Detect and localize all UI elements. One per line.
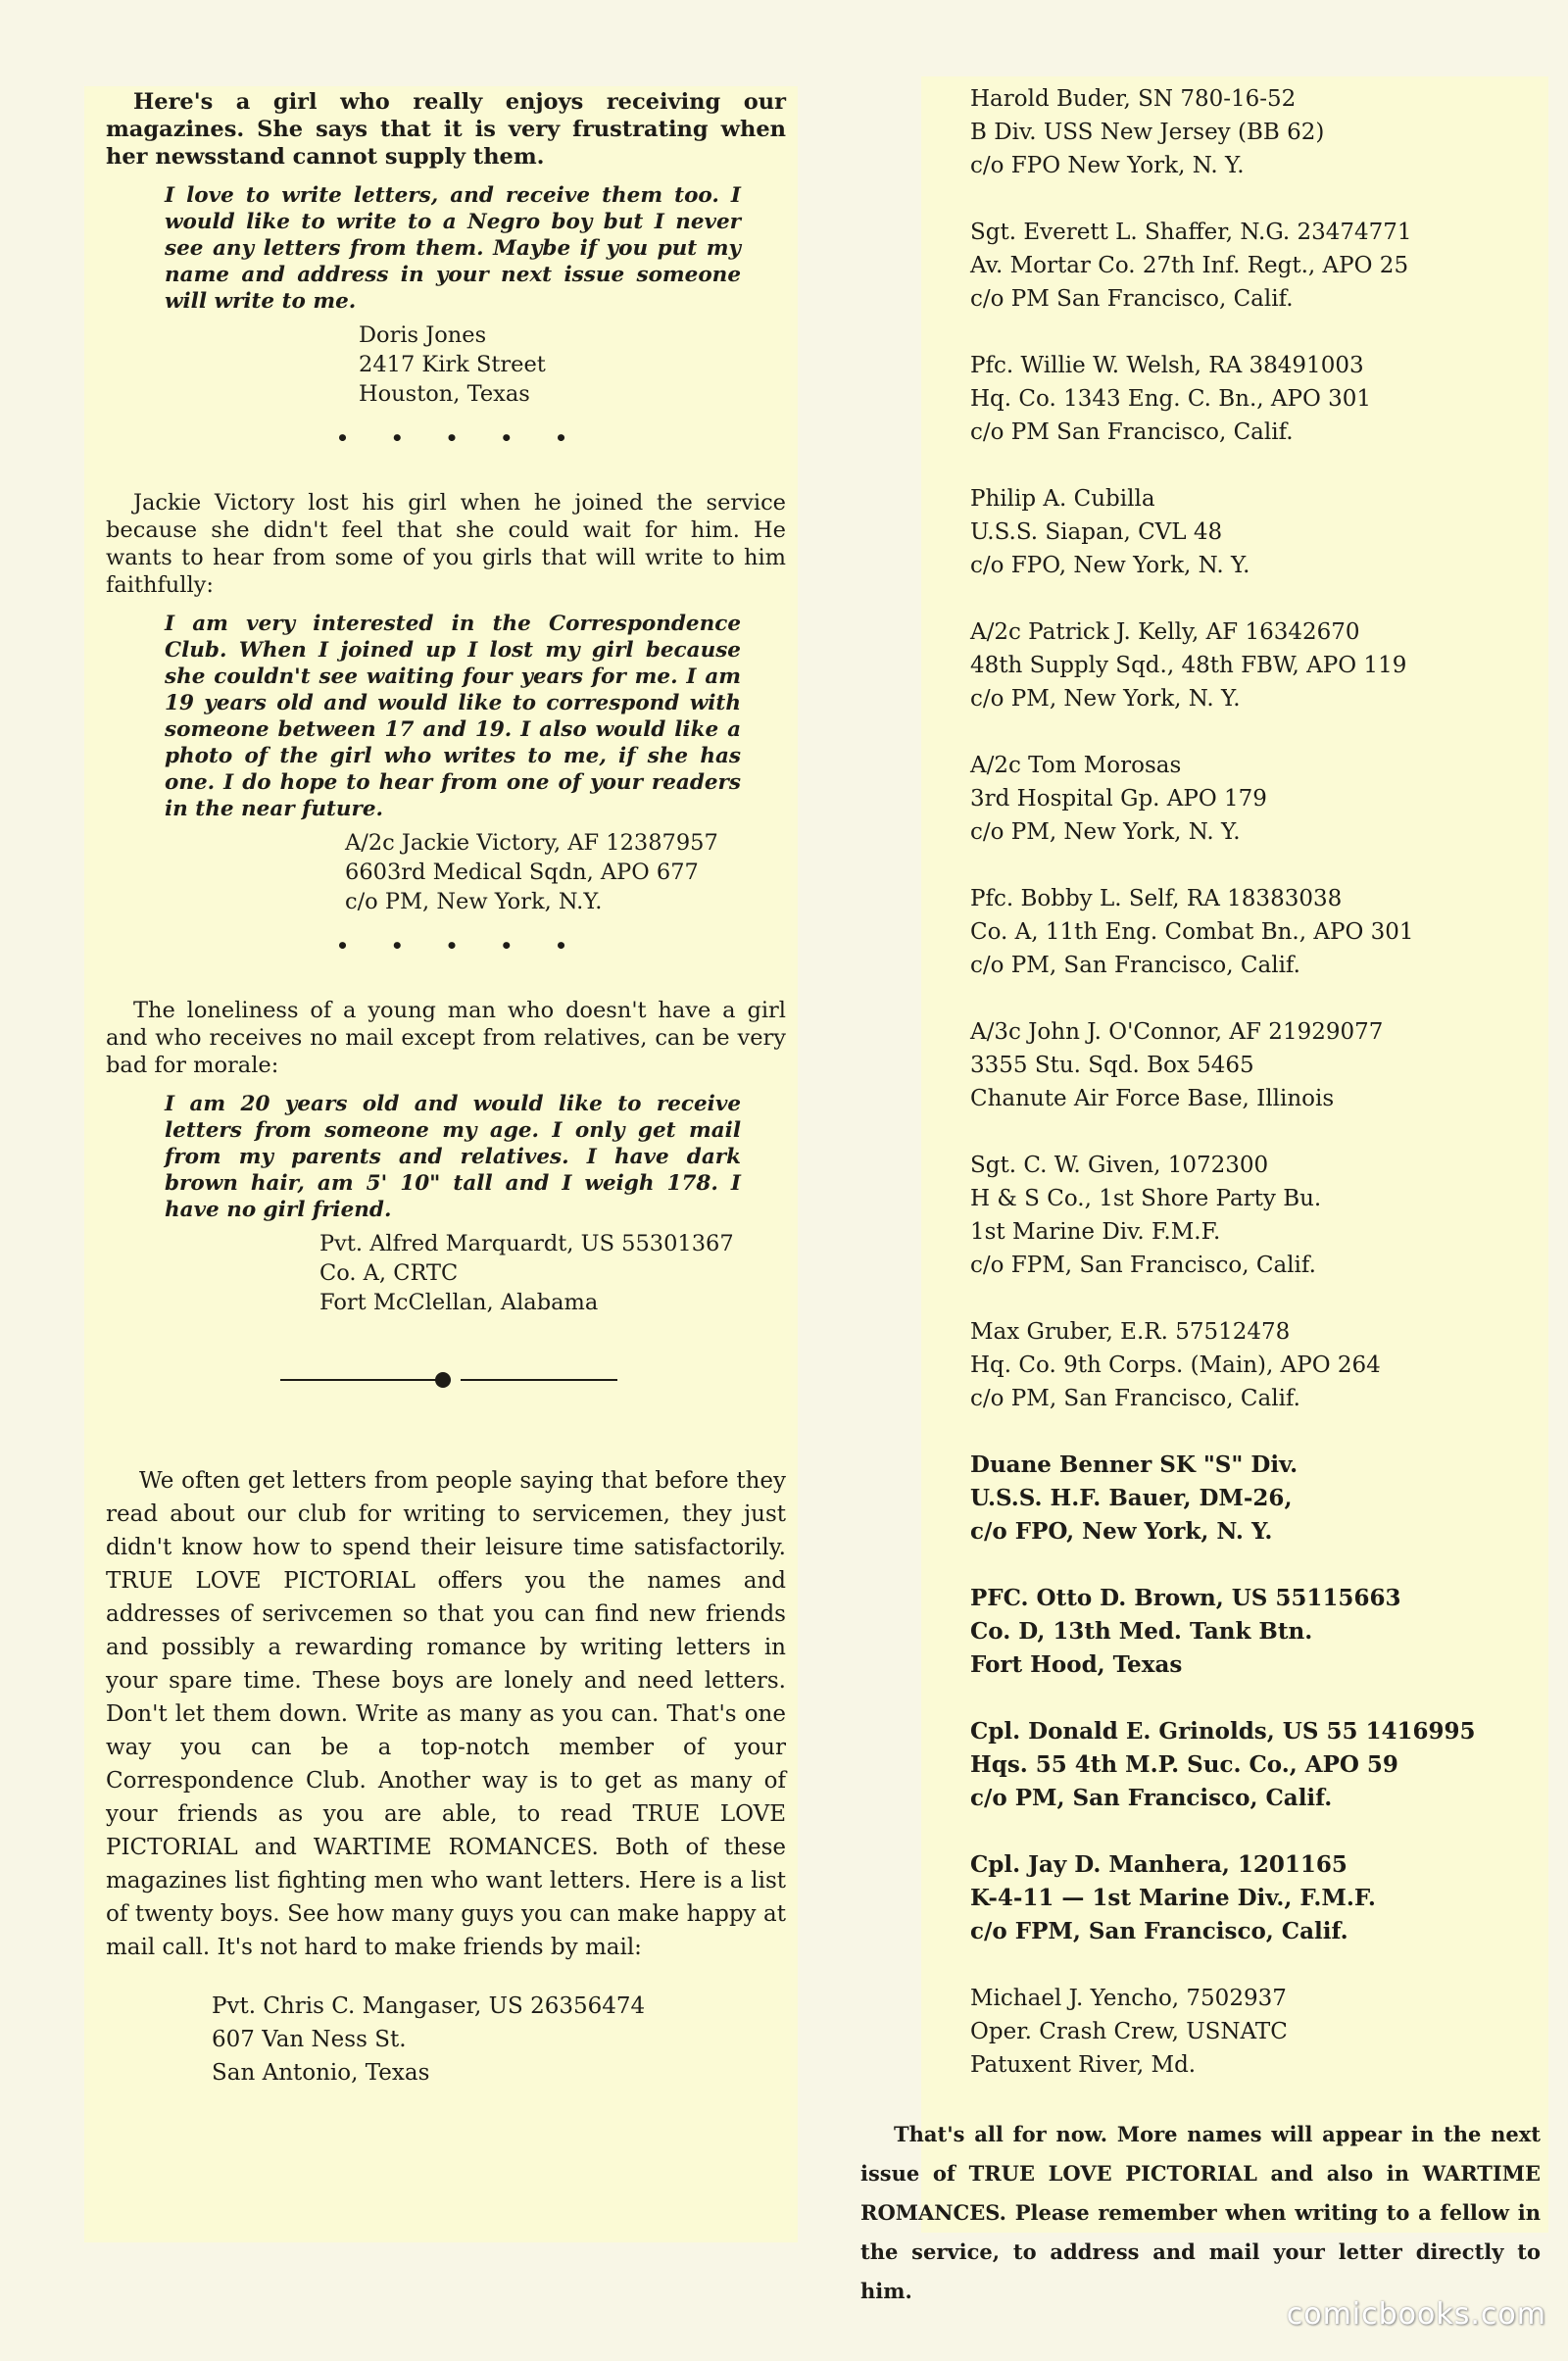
address-line: A/2c Patrick J. Kelly, AF 16342670 [970,619,1360,645]
address-line: c/o PM, San Francisco, Calif. [970,1785,1333,1811]
address-line: c/o PM San Francisco, Calif. [970,419,1294,445]
signature-line: Houston, Texas [359,381,530,407]
address-line: c/o FPM, San Francisco, Calif. [970,1918,1348,1944]
address-line: c/o FPO, New York, N. Y. [970,1518,1273,1545]
address-block [970,1848,1546,1948]
address-block [970,1715,1546,1815]
signature-line: Pvt. Alfred Marquardt, US 55301367 [319,1231,734,1256]
divider-line [461,1379,617,1381]
signature-line: 2417 Kirk Street [359,352,546,377]
letter3-body: I am 20 years old and would like to receive letters from someone my age. I only get mail from my parents and relatives. I have dark brown hair, am 5' 10" tall and I weigh 178. I have no girl friend. [165,1092,741,1222]
address-line: c/o FPO New York, N. Y. [970,153,1245,178]
address-line: c/o PM, San Francisco, Calif. [970,1386,1300,1411]
address-line: Hq. Co. 9th Corps. (Main), APO 264 [970,1353,1381,1378]
address-line: Sgt. Everett L. Shaffer, N.G. 23474771 [970,220,1412,245]
address-block [970,1149,1546,1282]
address-line: A/3c John J. O'Connor, AF 21929077 [970,1019,1384,1045]
address-line: c/o PM, New York, N. Y. [970,819,1241,845]
address-line: A/2c Tom Morosas [970,753,1182,778]
address-line: Chanute Air Force Base, Illinois [970,1086,1335,1111]
address-line: PFC. Otto D. Brown, US 55115663 [970,1585,1401,1611]
address-line: U.S.S. H.F. Bauer, DM-26, [970,1485,1293,1511]
section-divider [106,1366,786,1396]
address-line: Duane Benner SK "S" Div. [970,1451,1298,1478]
signature-line: Doris Jones [359,322,487,348]
signature-line: Fort McClellan, Alabama [319,1290,599,1315]
separator-dots: • • • • • [336,934,585,958]
address-line: c/o PM, San Francisco, Calif. [970,953,1300,978]
address-line: Cpl. Jay D. Manhera, 1201165 [970,1851,1348,1878]
address-line: Oper. Crash Crew, USNATC [970,2019,1288,2044]
address-block [970,349,1546,449]
letter1-signature [359,320,786,409]
address-block [970,1449,1546,1549]
letter2-intro: Jackie Victory lost his girl when he joined the service because she didn't feel that she could wait for him. He wants to hear from some of you girls that will write to him faithfully: [106,490,786,598]
letter3-signature [319,1229,786,1317]
left-column [106,88,786,2123]
address-line: 3rd Hospital Gp. APO 179 [970,786,1267,812]
address-block [970,1315,1546,1415]
address-line: 48th Supply Sqd., 48th FBW, APO 119 [970,653,1407,678]
address-line: Hq. Co. 1343 Eng. C. Bn., APO 301 [970,386,1372,412]
address-line: Harold Buder, SN 780-16-52 [970,86,1297,112]
signature-line: 6603rd Medical Sqdn, APO 677 [345,860,699,885]
address-line: 1st Marine Div. F.M.F. [970,1219,1221,1245]
address-line: Av. Mortar Co. 27th Inf. Regt., APO 25 [970,253,1409,278]
address-block [970,1015,1546,1115]
signature-line: c/o PM, New York, N.Y. [345,889,603,914]
address-block [970,1982,1546,2082]
divider-dot [435,1372,451,1388]
address-line: Hqs. 55 4th M.P. Suc. Co., APO 59 [970,1751,1398,1778]
letter1-body: I love to write letters, and receive them too. I would like to write to a Negro boy but I never see any letters from them. Maybe if you put my name and address in your next issue someone will write to me. [165,183,741,314]
address-line: Patuxent River, Md. [970,2052,1197,2078]
address-line: Co. A, 11th Eng. Combat Bn., APO 301 [970,919,1414,945]
letter1-intro: Here's a girl who really enjoys receiving our magazines. She says that it is very frustrating when her newsstand cannot supply them. [106,89,786,170]
divider-line [280,1379,437,1381]
address-line: K-4-11 — 1st Marine Div., F.M.F. [970,1885,1376,1911]
letter3-intro: The loneliness of a young man who doesn't have a girl and who receives no mail except from relatives, can be very bad for morale: [106,998,786,1078]
watermark: comicbooks.com [1286,2297,1546,2332]
address-line: Sgt. C. W. Given, 1072300 [970,1153,1269,1178]
letter2-signature [345,828,786,916]
address-line: Pvt. Chris C. Mangaser, US 26356474 [212,1993,646,2019]
address-line: c/o FPO, New York, N. Y. [970,553,1250,578]
address-block [212,1990,786,2090]
address-line: Philip A. Cubilla [970,486,1155,512]
address-line: San Antonio, Texas [212,2060,430,2086]
signature-line: Co. A, CRTC [319,1260,459,1286]
address-block [970,482,1546,582]
address-line: Pfc. Willie W. Welsh, RA 38491003 [970,353,1364,378]
signature-line: A/2c Jackie Victory, AF 12387957 [345,830,718,856]
address-line: c/o FPM, San Francisco, Calif. [970,1253,1316,1278]
address-line: Michael J. Yencho, 7502937 [970,1986,1287,2011]
address-block [970,1582,1546,1682]
address-block [970,749,1546,849]
address-line: Pfc. Bobby L. Self, RA 18383038 [970,886,1343,911]
letter2-body: I am very interested in the Correspondence Club. When I joined up I lost my girl because she couldn't see waiting four years for me. I am 19 years old and would like to correspond with someone between 17 and 19. I also would like a photo of the girl who writes to me, if she has one. I do hope to hear from one of your readers in the near future. [165,612,741,821]
address-line: B Div. USS New Jersey (BB 62) [970,120,1325,145]
address-line: Max Gruber, E.R. 57512478 [970,1319,1291,1345]
address-line: 607 Van Ness St. [212,2027,407,2052]
closing-paragraph: We often get letters from people saying that before they read about our club for writing to servicemen, they just didn't know how to spend their leisure time satisfactorily. TRUE LOVE PICTORIAL offers you the names and addresses of serivcemen so that you can find new friends and possibly a rewarding romance by writing letters in your spare time. These boys are lonely and need letters. Don't let them down. Write as many as you can. That's one way you can be a top-notch member of your Correspondence Club. Another way is to get as many of your friends as you are able, to read TRUE LOVE PICTORIAL and WARTIME ROMANCES. Both of these magazines list fighting men who want letters. Here is a list of twenty boys. See how many guys you can make happy at mail call. It's not hard to make friends by mail: [106,1468,786,1960]
separator-dots: • • • • • [336,426,585,450]
address-line: c/o PM, New York, N. Y. [970,686,1241,712]
address-line: 3355 Stu. Sqd. Box 5465 [970,1053,1254,1078]
address-line: H & S Co., 1st Shore Party Bu. [970,1186,1322,1211]
address-line: Fort Hood, Texas [970,1651,1183,1678]
address-block [970,216,1546,316]
address-line: Cpl. Donald E. Grinolds, US 55 1416995 [970,1718,1476,1745]
address-line: U.S.S. Siapan, CVL 48 [970,519,1223,545]
address-line: c/o PM San Francisco, Calif. [970,286,1294,312]
address-block [970,82,1546,182]
address-block [970,882,1546,982]
address-line: Co. D, 13th Med. Tank Btn. [970,1618,1313,1645]
right-column [860,82,1546,2311]
address-block [970,615,1546,715]
final-note: That's all for now. More names will appear in the next issue of TRUE LOVE PICTORIAL and also in WARTIME ROMANCES. Please remember when writing to a fellow in the service, to address and mail your letter directly to him. [860,2122,1541,2303]
